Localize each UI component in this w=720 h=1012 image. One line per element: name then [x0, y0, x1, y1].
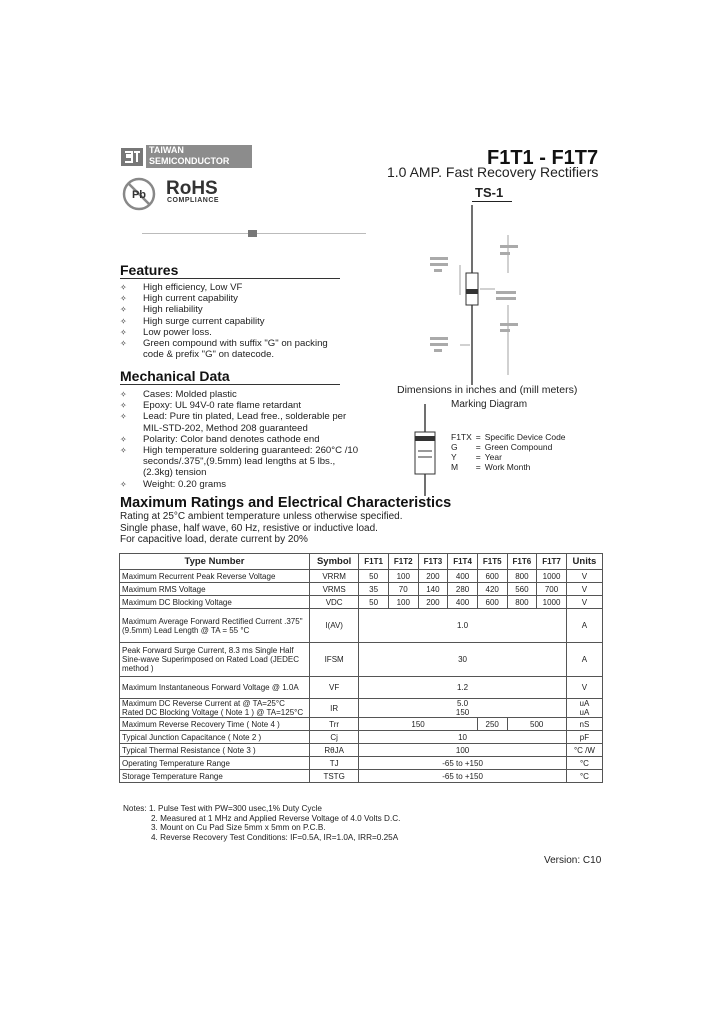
- header-symbol: Symbol: [310, 554, 359, 570]
- header-part: F1T4: [448, 554, 478, 570]
- mechanical-item: ✧ High temperature soldering guaranteed: 260°C /10 seconds/.375",(9.5mm) lead lengths at 5 lbs.,(2.3kg) tension: [120, 445, 360, 479]
- mechanical-item: ✧ Epoxy: UL 94V-0 rate flame retardant: [120, 400, 360, 411]
- marking-diagram-caption: Marking Diagram: [451, 399, 528, 410]
- table-row: Maximum Recurrent Peak Reverse Voltage VRRM 50 100 200 400 600 800 1000 V: [120, 570, 603, 583]
- table-row: Maximum DC Blocking Voltage VDC 50 100 200 400 600 800 1000 V: [120, 596, 603, 609]
- table-row: Typical Junction Capacitance ( Note 2 ) Cj 10 pF: [120, 731, 603, 744]
- feature-item: ✧ High reliability: [120, 304, 350, 315]
- mechanical-underline: [120, 384, 340, 385]
- table-row: Maximum RMS Voltage VRMS 35 70 140 280 420 560 700 V: [120, 583, 603, 596]
- pb-label: Pb: [131, 189, 147, 201]
- part-number-title: F1T1 - F1T7: [487, 147, 599, 169]
- dimensions-caption: Dimensions in inches and (mill meters): [397, 384, 578, 396]
- table-row: Peak Forward Surge Current, 8.3 ms Single Half Sine-wave Superimposed on Rated Load (JEDEC method ) IFSM 30 A: [120, 643, 603, 677]
- mechanical-item: ✧ Lead: Pure tin plated, Lead free., solderable per MIL-STD-202, Method 208 guaranteed: [120, 411, 360, 433]
- marking-diagram-icon: [408, 404, 442, 496]
- mechanical-item: ✧ Weight: 0.20 grams: [120, 479, 360, 490]
- unit-line: uA: [579, 708, 590, 717]
- version-label: Version: C10: [544, 855, 602, 866]
- rating-note: Single phase, half wave, 60 Hz, resistive or inductive load.: [120, 522, 378, 534]
- marking-legend: [451, 432, 570, 472]
- footnote: 4. Reverse Recovery Test Conditions: IF=0.5A, IR=1.0A, IRR=0.25A: [151, 832, 399, 842]
- mechanical-item: ✧ Cases: Molded plastic: [120, 389, 360, 400]
- header-part: F1T1: [359, 554, 389, 570]
- table-row: Maximum Average Forward Rectified Current .375"(9.5mm) Lead Length @ TA = 55 °C I(AV) 1.0 A: [120, 609, 603, 643]
- divider-marker: [248, 230, 257, 237]
- legend-row: M = Work Month: [451, 462, 531, 472]
- table-row: Operating Temperature Range TJ -65 to +150 °C: [120, 757, 603, 770]
- param-line: Rated DC Blocking Voltage ( Note 1 ) @ TA=125°C: [122, 708, 304, 717]
- legend-row: F1TX = Specific Device Code: [451, 432, 566, 442]
- ratings-notes: [120, 511, 402, 546]
- rating-note: Rating at 25°C ambient temperature unless otherwise specified.: [120, 511, 403, 522]
- mechanical-heading: Mechanical Data: [120, 368, 230, 384]
- value-line: 5.0: [457, 699, 469, 708]
- lead-free-icon: [122, 177, 156, 211]
- table-row: Maximum DC Reverse Current at @ TA=25°C Rated DC Blocking Voltage ( Note 1 ) @ TA=125°C IR 5.0 150 uA uA: [120, 699, 603, 718]
- rohs-label: RoHS: [166, 178, 218, 199]
- feature-item: ✧ High efficiency, Low VF: [120, 282, 350, 293]
- feature-item: ✧ Green compound with suffix "G" on packing code & prefix "G" on datecode.: [120, 338, 350, 360]
- feature-item: ✧ High current capability: [120, 293, 350, 304]
- table-row: Maximum Reverse Recovery Time ( Note 4 ) Trr 150 250 500 nS: [120, 718, 603, 731]
- company-line1: TAIWAN: [149, 145, 184, 155]
- rohs-compliance-label: COMPLIANCE: [167, 197, 220, 204]
- package-outline-drawing: [420, 205, 530, 385]
- features-list: [120, 282, 350, 360]
- company-name-box: [146, 145, 252, 168]
- product-subtitle: 1.0 AMP. Fast Recovery Rectifiers: [387, 164, 599, 180]
- legend-row: G = Green Compound: [451, 442, 553, 452]
- features-heading: Features: [120, 262, 179, 278]
- header-type: Type Number: [120, 554, 310, 570]
- ratings-table: [119, 553, 603, 783]
- ratings-heading: Maximum Ratings and Electrical Characteristics: [120, 495, 452, 511]
- value-line: 150: [455, 708, 470, 717]
- feature-item: ✧ Low power loss.: [120, 327, 350, 338]
- footnote: 3. Mount on Cu Pad Size 5mm x 5mm on P.C.B.: [151, 823, 326, 832]
- header-part: F1T6: [507, 554, 537, 570]
- footnotes: [123, 804, 400, 842]
- header-part: F1T5: [477, 554, 507, 570]
- features-underline: [120, 278, 340, 279]
- table-header-row: [120, 554, 603, 570]
- package-underline: [472, 201, 512, 202]
- mechanical-list: [120, 389, 360, 490]
- mechanical-item: ✧ Polarity: Color band denotes cathode end: [120, 434, 360, 445]
- table-row: Storage Temperature Range TSTG -65 to +150 °C: [120, 770, 603, 783]
- feature-item: ✧ High surge current capability: [120, 316, 350, 327]
- header-part: F1T7: [537, 554, 567, 570]
- header-units: Units: [566, 554, 602, 570]
- table-row: Typical Thermal Resistance ( Note 3 ) RθJA 100 °C /W: [120, 744, 603, 757]
- legend-row: Y = Year: [451, 452, 502, 462]
- param-line: Maximum DC Reverse Current at @ TA=25°C: [122, 699, 285, 708]
- package-name: TS-1: [475, 185, 504, 200]
- table-row: Maximum Instantaneous Forward Voltage @ 1.0A VF 1.2 V: [120, 677, 603, 699]
- company-logo-icon: [121, 148, 143, 166]
- footnote: 2. Measured at 1 MHz and Applied Reverse Voltage of 4.0 Volts D.C.: [151, 813, 401, 823]
- footnote: Notes: 1. Pulse Test with PW=300 usec,1% Duty Cycle: [123, 804, 322, 813]
- header-part: F1T3: [418, 554, 448, 570]
- unit-line: uA: [579, 699, 590, 708]
- header-part: F1T2: [388, 554, 418, 570]
- company-line2: SEMICONDUCTOR: [149, 156, 230, 166]
- rating-note: For capacitive load, derate current by 20%: [120, 534, 308, 545]
